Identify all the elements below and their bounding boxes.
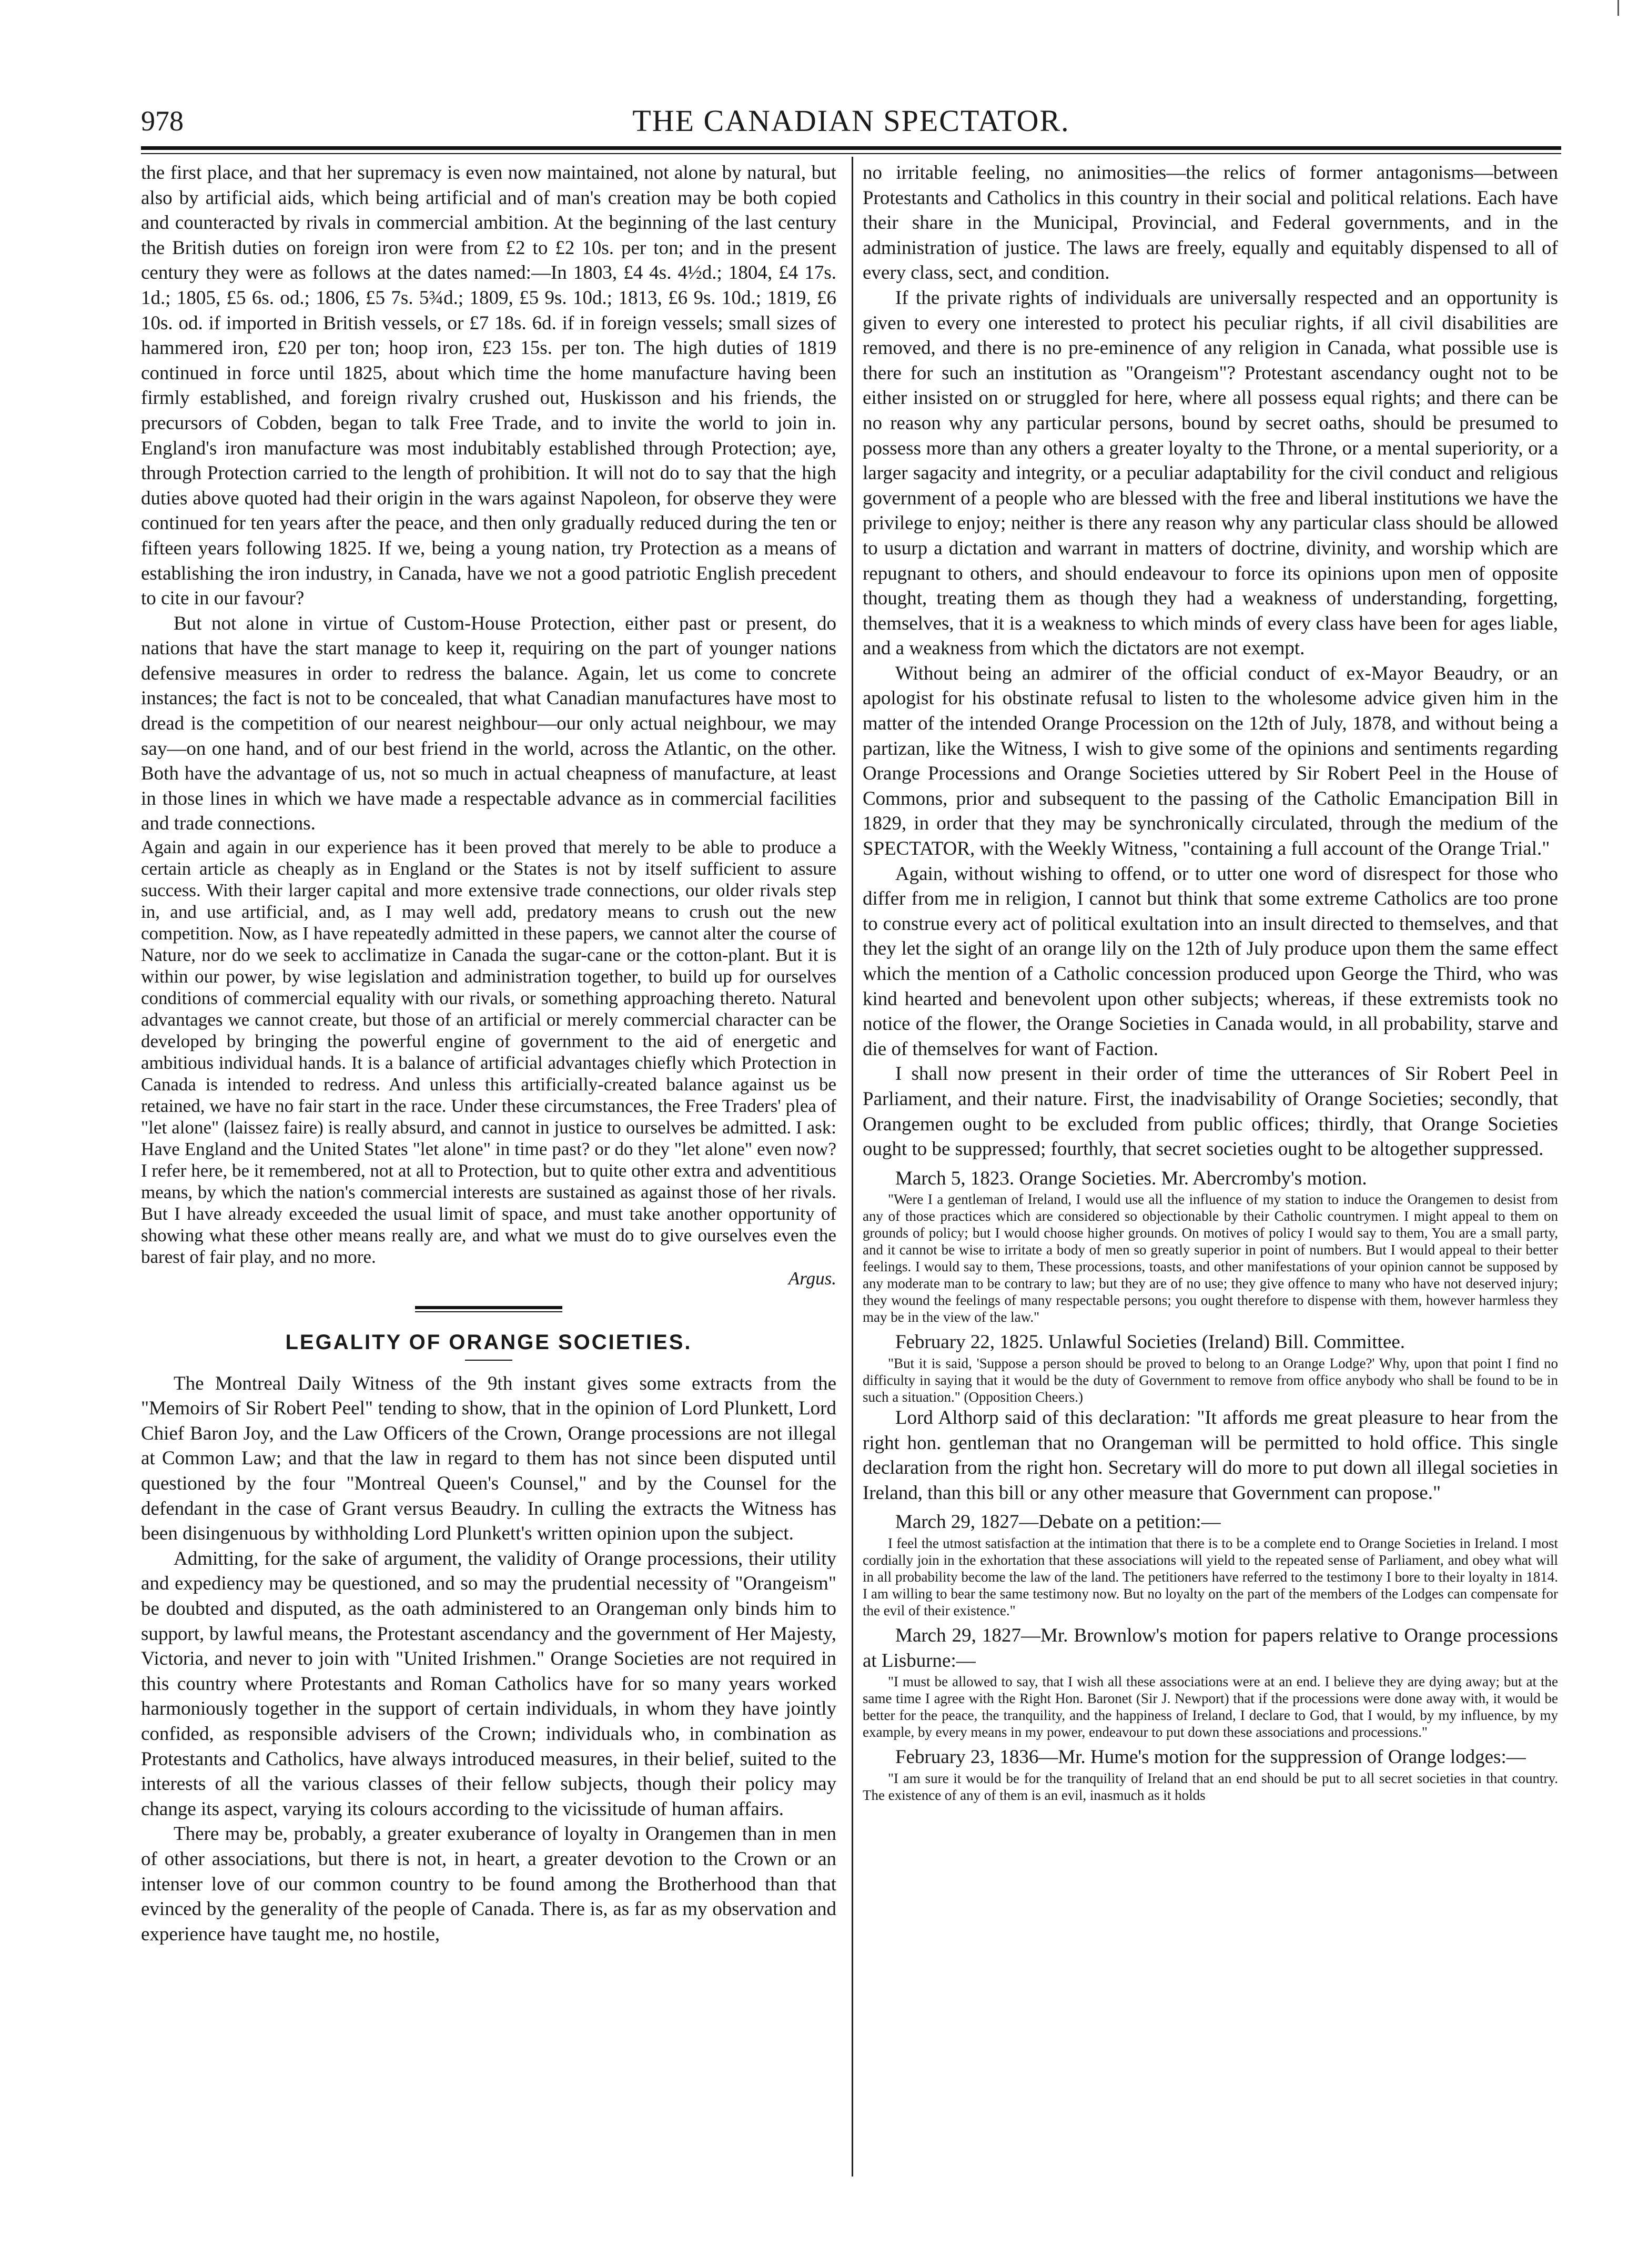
publication-title: THE CANADIAN SPECTATOR. (632, 104, 1070, 138)
paragraph: Again, without wishing to offend, or to utter one word of disrespect for those who differ from me in religion, I cannot but think that some extreme Catholics are too prone to construe every act of political exultation into an insult directed to themselves, and that they let the sight of an orange lily on the 12th of July produce upon them the same effect which the mention of a Catholic concession produced upon George the Third, who was kind hearted and benevolent upon other subjects; whereas, if these extremists took no notice of the flower, the Orange Societies in Canada would, in all probability, starve and die of themselves for want of Faction. (863, 863, 1558, 1060)
paragraph: There may be, probably, a greater exuberance of loyalty in Orangemen than in men of other associations, but there is not, in heart, a greater devotion to the Crown or an intenser love of our common country to be found among the Brotherhood than that evinced by the generality of the people of Canada. There is, as far as my observation and experience have taught me, no hostile, (141, 1823, 836, 1945)
debate-entry: March 29, 1827—Mr. Brownlow's motion for papers relative to Orange processions at Lisburne:— (863, 1624, 1558, 1672)
debate-entry: February 22, 1825. Unlawful Societies (Ireland) Bill. Committee. (895, 1331, 1405, 1353)
paragraph: Lord Althorp said of this declaration: "It affords me great pleasure to hear from the right hon. gentleman that no Orangeman will be permitted to hold office. This single declaration from the right hon. Secretary will do more to put down all illegal societies in Ireland, than this bill or any other measure that Government can propose." (863, 1406, 1558, 1504)
paragraph-continued: Again and again in our experience has it been proved that merely to be able to produce a certain article as cheaply as in England or the States is not by itself sufficient to assure success. With their larger capital and more extensive trade connections, our older rivals step in, and use artificial, and, as I may well add, predatory means to crush out the new competition. Now, as I have repeatedly admitted in these papers, we cannot alter the course of Nature, nor do we seek to acclimatize in Canada the sugar-cane or the cotton-plant. But it is within our power, by wise legislation and administration together, to build up for ourselves conditions of commercial equality with our rivals, or something approaching thereto. Natural advantages we cannot create, but those of an artificial or merely commercial character can be developed by bringing the powerful engine of government to the aid of energetic and ambitious individual hands. It is a balance of artificial advantages chiefly which Protection in Canada is intended to redress. And unless this artificially-created balance against us be retained, we have no fair start in the race. Under these circumstances, the Free Traders' plea of "let alone" (laissez faire) is really absurd, and cannot in justice to ourselves be admitted. I ask: Have England and the United States "let alone" in time past? or do they "let alone" even now? I refer here, be it remembered, not at all to Protection, but to quite other extra and adventitious means, by which the nation's commercial interests are sustained as against those of her rivals. But I have already exceeded the usual limit of space, and must take another opportunity of showing what these other means really are, and what we must do to give ourselves even the barest of fair play, and no more. (141, 837, 836, 1268)
header-rule-thin (141, 153, 1561, 154)
quotation: "I am sure it would be for the tranquility of Ireland that an end should be put to all secret societies in that country. The existence of any of them is an evil, inasmuch as it holds (863, 1770, 1558, 1803)
debate-entry: March 29, 1827—Debate on a petition:— (895, 1511, 1221, 1533)
paragraph: Without being an admirer of the official conduct of ex-Mayor Beaudry, or an apologist for his obstinate refusal to listen to the wholesome advice given him in the matter of the intended Orange Procession on the 12th of July, 1878, and without being a partizan, like the Witness, I wish to give some of the opinions and sentiments regarding Orange Processions and Orange Societies uttered by Sir Robert Peel in the House of Commons, prior and subsequent to the passing of the Catholic Emancipation Bill in 1829, in order that they may be synchronically circulated, through the medium of the SPECTATOR, with the Weekly Witness, "containing a full account of the Orange Trial." (863, 662, 1558, 860)
section-divider (415, 1306, 562, 1309)
debate-entry: March 5, 1823. Orange Societies. Mr. Abercromby's motion. (895, 1167, 1367, 1189)
paragraph: If the private rights of individuals are universally respected and an opportunity is given to every one interested to protect his peculiar rights, if all civil disabilities are removed, and there is no pre-eminence of any religion in Canada, what possible use is there for such an institution as "Orangeism"? Protestant ascendancy ought not to be either insisted on or struggled for here, where all possess equal rights; and there can be no reason why any particular persons, bound by secret oaths, should be presumed to possess more than any others a greater loyalty to the Throne, or a mental superiority, or a larger sagacity and integrity, or a peculiar adaptability for the civil conduct and religious government of a people who are blessed with the free and liberal institutions we have the privilege to enjoy; neither is there any reason why any particular class should be allowed to usurp a dictation and warrant in matters of doctrine, divinity, and worship which are repugnant to others, and should endeavour to force its opinions upon men of opposite thought, treating them as though they had a weakness of understanding, forgetting, themselves, that it is a weakness to which minds of every class have been for ages liable, and a weakness from which the dictators are not exempt. (863, 287, 1558, 660)
continued-paragraph: the first place, and that her supremacy is even now maintained, not alone by natural, but also by artificial aids, which being artificial and of man's creation may be both copied and counteracted by rivals in commercial ambition. At the beginning of the last century the British duties on foreign iron were from £2 to £2 10s. per ton; and in the present century they were as follows at the dates named:—In 1803, £4 4s. 4½d.; 1804, £4 17s. 1d.; 1805, £5 6s. od.; 1806, £5 7s. 5¾d.; 1809, £5 9s. 10d.; 1813, £6 9s. 10d.; 1819, £6 10s. od. if imported in British vessels, or £7 18s. 6d. if in foreign vessels; small sizes of hammered iron, £20 per ton; hoop iron, £23 15s. per ton. The high duties of 1819 continued in force until 1825, about which time the home manufacture having been firmly established, and foreign rivalry crushed out, Huskisson and his friends, the precursors of Cobden, began to talk Free Trade, and to invite the world to join in. England's iron manufacture was most indubitably established through Protection; aye, through Protection carried to the length of prohibition. It will not do to say that the high duties above quoted had their origin in the wars against Napoleon, for observe they were continued for ten years after the peace, and then only gradually reduced during the ten or fifteen years following 1825. If we, being a young nation, try Protection as a means of establishing the iron industry, in Canada, have we not a good patriotic English precedent to cite in our favour? (141, 162, 836, 610)
page-header (141, 104, 1561, 141)
quotation: I feel the utmost satisfaction at the intimation that there is to be a complete end to Orange Societies in Ireland. I most cordially join in the exhortation that these associations will yield to the repeated sense of Parliament, and obey what will in all probability become the law of the land. The petitioners have referred to the testimony I bore to their loyalty in 1814. I am willing to bear the same testimony now. But no loyalty on the part of the members of the Lodges can compensate for the evil of their existence." (863, 1535, 1558, 1618)
paragraph: The Montreal Daily Witness of the 9th instant gives some extracts from the "Memoirs of Sir Robert Peel" tending to show, that in the opinion of Lord Plunkett, Lord Chief Baron Joy, and the Law Officers of the Crown, Orange processions are not illegal at Common Law; and that the law in regard to them has not since been disputed until questioned by the four "Montreal Queen's Counsel," and by the Counsel for the defendant in the case of Grant versus Beaudry. In culling the extracts the Witness has been disingenuous by withholding Lord Plunkett's written opinion upon the subject. (141, 1372, 836, 1545)
debate-entry: February 23, 1836—Mr. Hume's motion for the suppression of Orange lodges:— (895, 1746, 1526, 1768)
header-rule (141, 146, 1561, 150)
paragraph: Admitting, for the sake of argument, the validity of Orange processions, their utility and expediency may be questioned, and so may the prudential necessity of "Orangeism" be doubted and disputed, as the oath administered to an Orangeman only binds him to support, by lawful means, the Protestant ascendancy and the government of Her Majesty, Victoria, and never to join with "United Irishmen." Orange Societies are not required in this country where Protestants and Roman Catholics have for so many years worked harmoniously together in the support of certain individuals, in whom they have jointly confided, as responsible advisers of the Crown; individuals who, in combination as Protestants and Catholics, have always introduced measures, in their belief, suited to the interests of all the various classes of their fellow subjects, though their policy may change its aspect, varying its colours according to the vicissitude of human affairs. (141, 1547, 836, 1820)
right-column (863, 160, 1558, 1804)
left-column (141, 160, 836, 1947)
scan-edge-mark (1617, 0, 1619, 16)
page-number: 978 (141, 105, 184, 137)
author-signature: Argus. (788, 1268, 836, 1289)
quotation: "I must be allowed to say, that I wish all these associations were at an end. I believe they are dying away; but at the same time I agree with the Right Hon. Baronet (Sir J. Newport) that if the processions were done away with, it would be better for the peace, the tranquility, and the happiness of Ireland, I declare to God, that I would, by my influence, by my example, by every means in my power, endeavour to put down these associations and processions." (863, 1674, 1558, 1740)
article-title: LEGALITY OF ORANGE SOCIETIES. (285, 1331, 692, 1354)
column-divider (852, 157, 853, 2176)
quotation: "Were I a gentleman of Ireland, I would use all the influence of my station to induce the Orangemen to desist from any of those practices which are considered so objectionable by their Catholic countrymen. I might appeal to them on grounds of policy; but I would choose higher grounds. On motives of policy I would say to them, You are a small party, and it cannot be wise to irritate a body of men so greatly superior in point of numbers. But I would appeal to their better feelings. I would say to them, These processions, toasts, and other manifestations of your opinion cannot be supposed by any moderate man to be contrary to law; but they are of no use; they give offence to many who have not deserved injury; they wound the feelings of many respectable persons; you ought therefore to dispense with them, however harmless they may be in the view of the law." (863, 1191, 1558, 1325)
paragraph: But not alone in virtue of Custom-House Protection, either past or present, do nations that have the start manage to keep it, requiring on the part of younger nations defensive measures in order to redress the balance. Again, let us come to concrete instances; the fact is not to be concealed, that what Canadian manufactures have most to dread is the competition of our nearest neighbour—our only actual neighbour, we may say—on one hand, and of our best friend in the world, across the Atlantic, on the other. Both have the advantage of us, not so much in actual cheapness of manufacture, at least in those lines in which we have made a respectable advance as in commercial facilities and trade connections. (141, 612, 836, 835)
section-divider-thin (415, 1311, 562, 1312)
paragraph: I shall now present in their order of time the utterances of Sir Robert Peel in Parliament, and their nature. First, the inadvisability of Orange Societies; secondly, that Orangemen ought to be excluded from public offices; thirdly, that Orange Societies ought to be suppressed; fourthly, that secret societies ought to be altogether suppressed. (863, 1063, 1558, 1160)
title-underline (465, 1360, 512, 1361)
quotation: "But it is said, 'Suppose a person should be proved to belong to an Orange Lodge?' Why, upon that point I find no difficulty in saying that it would be the duty of Government to remove from office anybody who shall be found to be in such a situation." (Opposition Cheers.) (863, 1355, 1558, 1405)
continued-paragraph: no irritable feeling, no animosities—the relics of former antagonisms—between Protestants and Catholics in this country in their social and political relations. Each have their share in the Municipal, Provincial, and Federal governments, and in the administration of justice. The laws are freely, equally and equitably dispensed to all of every class, sect, and condition. (863, 162, 1558, 284)
